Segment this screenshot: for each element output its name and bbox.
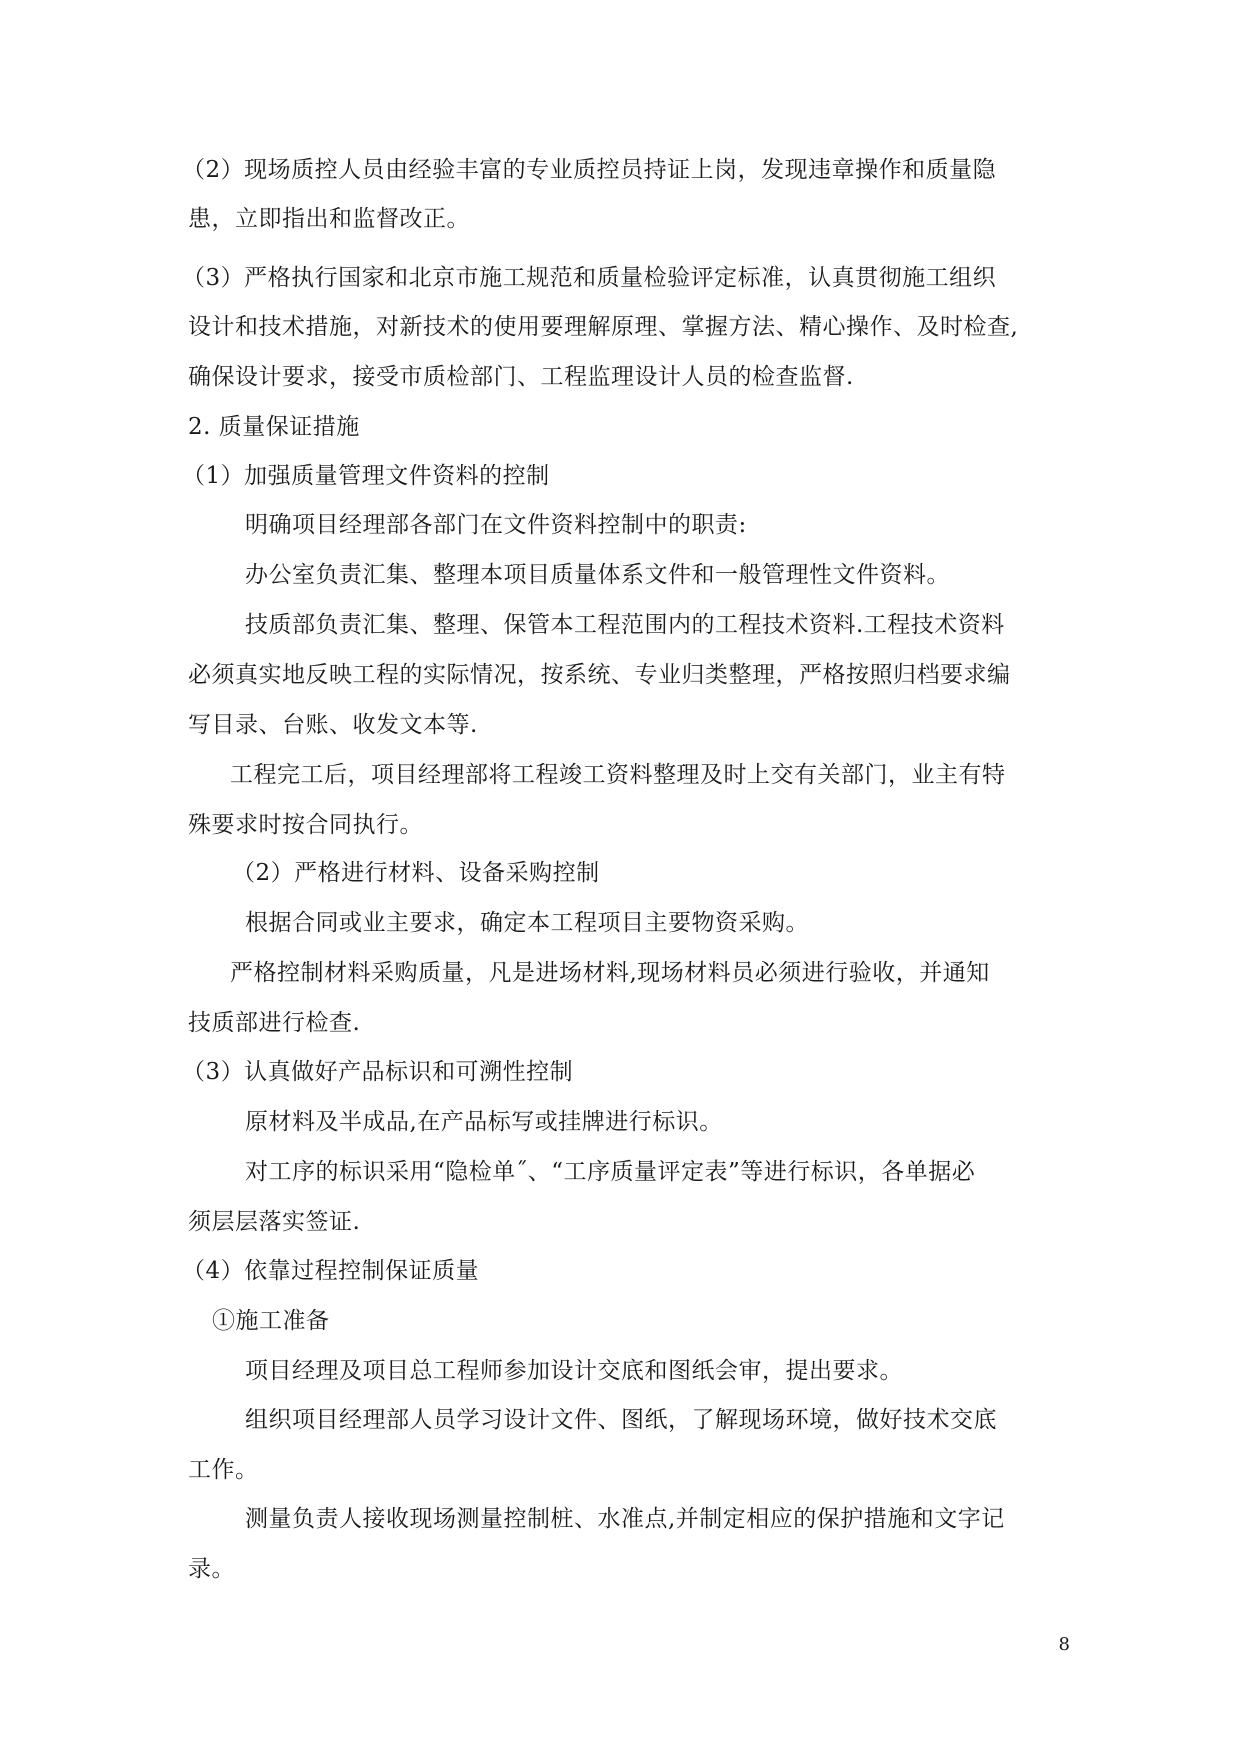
text-line: 工程完工后，项目经理部将工程竣工资料整理及时上交有关部门，业主有特	[230, 762, 1006, 788]
text-line: 项目经理及项目总工程师参加设计交底和图纸会审，提出要求。	[245, 1358, 903, 1384]
text-line: 组织项目经理部人员学习设计文件、图纸，了解现场环境，做好技术交底	[245, 1407, 997, 1433]
text-line: 殊要求时按合同执行。	[188, 812, 423, 838]
text-line: 患，立即指出和监督改正。	[188, 206, 470, 232]
subsection-heading: （3）认真做好产品标识和可溯性控制	[182, 1059, 574, 1085]
text-line: 确保设计要求，接受市质检部门、工程监理设计人员的检查监督.	[188, 364, 854, 390]
text-line: 根据合同或业主要求，确定本工程项目主要物资采购。	[245, 910, 809, 936]
text-line: 工作。	[188, 1457, 259, 1483]
text-line: 设计和技术措施，对新技术的使用要理解原理、掌握方法、精心操作、及时检查,	[188, 314, 1019, 340]
text-line: （2）现场质控人员由经验丰富的专业质控员持证上岗，发现违章操作和质量隐	[182, 157, 997, 183]
text-line: 测量负责人接收现场测量控制桩、水准点,并制定相应的保护措施和文字记	[245, 1506, 1005, 1532]
text-line: 写目录、台账、收发文本等.	[188, 712, 478, 738]
text-line: 明确项目经理部各部门在文件资料控制中的职责:	[245, 512, 747, 538]
text-line: 对工序的标识采用“隐检单˝、“工序质量评定表”等进行标识，各单据必	[245, 1159, 976, 1185]
text-line: 技质部进行检查.	[188, 1010, 361, 1036]
text-line: 必须真实地反映工程的实际情况，按系统、专业归类整理，严格按照归档要求编	[188, 662, 1011, 688]
text-line: 录。	[188, 1556, 235, 1582]
text-line: （3）严格执行国家和北京市施工规范和质量检验评定标准，认真贯彻施工组织	[182, 265, 997, 291]
page-number: 8	[1058, 1634, 1070, 1655]
text-line: 须层层落实签证.	[188, 1209, 361, 1235]
text-line: 原材料及半成品,在产品标写或挂牌进行标识。	[245, 1109, 723, 1135]
text-line: 技质部负责汇集、整理、保管本工程范围内的工程技术资料.工程技术资料	[245, 612, 1005, 638]
text-line: 办公室负责汇集、整理本项目质量体系文件和一般管理性文件资料。	[245, 562, 950, 588]
section-heading: 2. 质量保证措施	[188, 414, 360, 440]
list-item-heading: ①施工准备	[212, 1308, 330, 1334]
subsection-heading: （2）严格进行材料、设备采购控制	[232, 860, 600, 886]
subsection-heading: （4）依靠过程控制保证质量	[182, 1258, 480, 1284]
subsection-heading: （1）加强质量管理文件资料的控制	[182, 463, 550, 489]
text-line: 严格控制材料采购质量，凡是进场材料,现场材料员必须进行验收，并通知	[230, 960, 990, 986]
